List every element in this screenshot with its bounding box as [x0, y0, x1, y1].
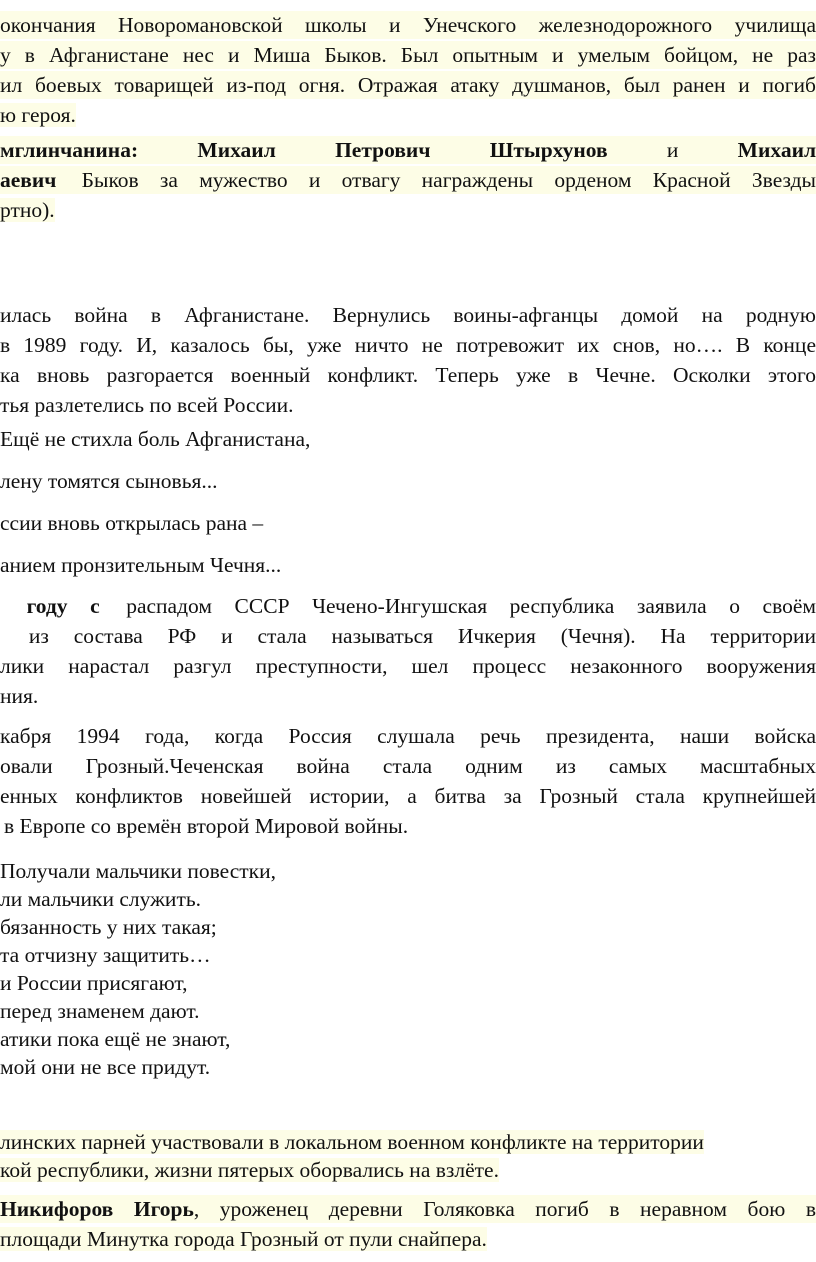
bold-phrase: году с: [26, 594, 100, 618]
poem-1-line: Ещё не стихла боль Афганистана,: [0, 427, 311, 451]
paragraph-4-line-2: из состава РФ и стала называться Ичкерия (Чечня). На территории: [28, 624, 816, 648]
paragraph-1-line: окончания Новоромановской школы и Унечского железнодорожного училища: [0, 13, 816, 37]
poem-2-line: та отчизну защитить…: [0, 943, 211, 967]
person-name-bold: Никифоров Игорь: [0, 1197, 194, 1221]
paragraph-4-line-3: лики нарастал разгул преступности, шел процесс незаконного вооружения: [0, 654, 816, 678]
person-name-bold: аевич: [0, 168, 57, 192]
poem-1-line: анием пронзительным Чечня...: [0, 553, 282, 577]
paragraph-3-line: илась война в Афганистане. Вернулись воины-афганцы домой на родную: [0, 303, 816, 327]
poem-2-line: бязанность у них такая;: [0, 915, 217, 939]
paragraph-3-line: в 1989 году. И, казалось бы, уже ничто не потревожит их снов, но…. В конце: [0, 333, 816, 357]
poem-2-line: перед знаменем дают.: [0, 999, 200, 1023]
paragraph-5-line: енных конфликтов новейшей истории, а битва за Грозный стала крупнейшей: [0, 784, 816, 808]
paragraph-5-line: в Европе со времён второй Мировой войны.: [4, 814, 409, 838]
paragraph-3-line: ка вновь разгорается военный конфликт. Теперь уже в Чечне. Осколки этого: [0, 363, 816, 387]
paragraph-2-line-2: аевич Быков за мужество и отвагу награждены орденом Красной Звезды: [0, 168, 816, 192]
poem-1-line: лену томятся сыновья...: [0, 469, 218, 493]
word: мглинчанина:: [0, 138, 139, 162]
paragraph-4-line-1: году с распадом СССР Чечено-Ингушская республика заявила о своём: [26, 594, 816, 618]
paragraph-1-line: у в Афганистане нес и Миша Быков. Был опытным и умелым бойцом, не раз: [0, 43, 816, 67]
paragraph-2-line-1: [0, 136, 816, 164]
word: Штырхунов: [489, 138, 608, 162]
paragraph-5-line: кабря 1994 года, когда Россия слушала речь президента, наши войска: [0, 724, 816, 748]
paragraph-6-line: линских парней участвовали в локальном военном конфликте на территории: [0, 1130, 704, 1154]
paragraph-1-line: ю героя.: [0, 103, 76, 127]
word: Михаил: [197, 138, 276, 162]
word: Петрович: [335, 138, 431, 162]
word: Михаил: [737, 138, 816, 162]
poem-2-line: атики пока ещё не знают,: [0, 1027, 231, 1051]
paragraph-3-line: тья разлетелись по всей России.: [0, 393, 294, 417]
poem-2-line: ли мальчики служить.: [0, 887, 202, 911]
paragraph-6-line: кой республики, жизни пятерых оборвались на взлёте.: [0, 1158, 499, 1182]
poem-1-line: ссии вновь открылась рана –: [0, 511, 264, 535]
poem-2-line: Получали мальчики повестки,: [0, 859, 276, 883]
poem-2-line: мой они не все придут.: [0, 1055, 211, 1079]
paragraph-5-line: овали Грозный.Чеченская война стала одним из самых масштабных: [0, 754, 816, 778]
poem-2-line: и России присягают,: [0, 971, 188, 995]
paragraph-1-line: ил боевых товарищей из-под огня. Отражая атаку душманов, был ранен и погиб: [0, 73, 816, 97]
paragraph-2-line-3: ртно).: [0, 198, 55, 222]
word: и: [666, 138, 679, 162]
paragraph-7-line-2: площади Минутка города Грозный от пули снайпера.: [0, 1227, 487, 1251]
paragraph-4-line-4: ния.: [0, 684, 39, 708]
paragraph-7-line-1: Никифоров Игорь, уроженец деревни Голяковка погиб в неравном бою в: [0, 1197, 816, 1221]
